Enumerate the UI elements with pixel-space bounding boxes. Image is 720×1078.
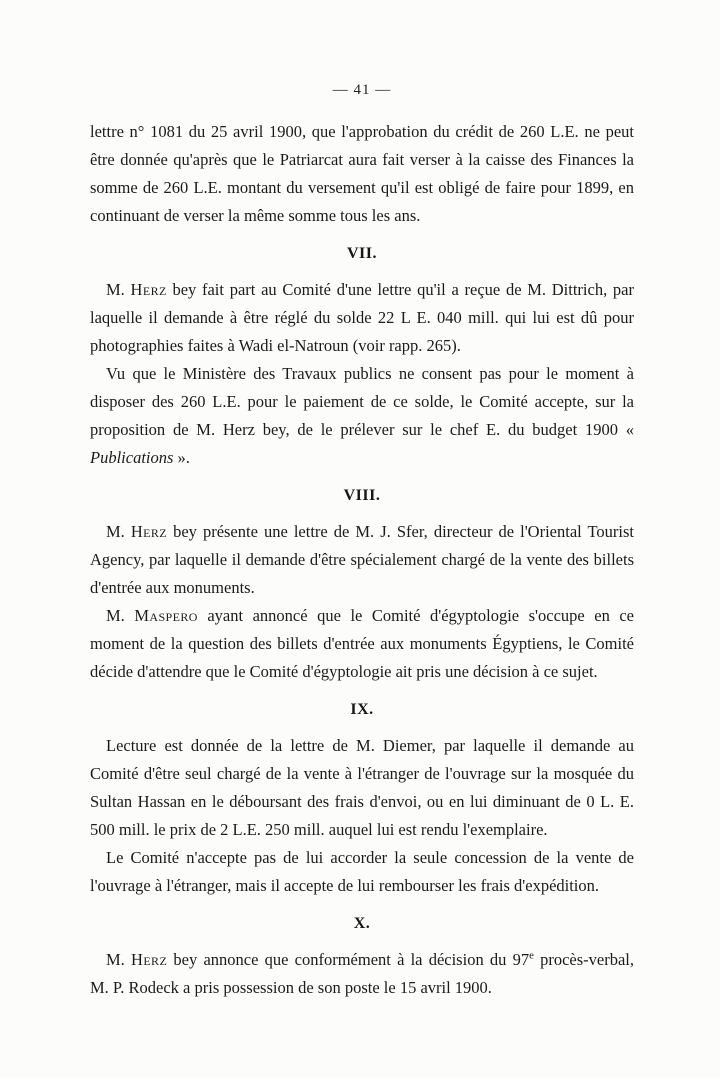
ordinal-superscript: e xyxy=(529,949,534,962)
text-run: M. xyxy=(106,606,135,625)
person-name-maspero: Maspero xyxy=(134,606,198,625)
section-heading-ix: IX. xyxy=(350,701,374,718)
text-run: M. xyxy=(106,522,131,541)
italic-term-publications: Publications xyxy=(90,448,174,467)
paragraph-continuation xyxy=(90,118,634,230)
text-run: Lecture est donnée de la lettre de M. Diemer, par laquelle il demande au Comité d'être seul chargé de la vente à l'étranger de l'ouvrage sur la mosquée du Sultan Hassan en le déboursant des frais d'envoi, ou en lui diminuant de 0 L. E. 500 mill. le prix de 2 L.E. 250 mill. auquel lui est rendu l'exemplaire. xyxy=(90,736,634,839)
paragraph xyxy=(90,946,634,1002)
paragraph xyxy=(90,360,634,472)
section-heading-viii: VIII. xyxy=(343,487,381,504)
page-number: — 41 — xyxy=(332,82,392,98)
text-run: bey annonce que conformément à la décision du 97 xyxy=(167,950,530,969)
text-run: bey présente une lettre de M. J. Sfer, directeur de l'Oriental Tourist Agency, par laquelle il demande d'être spécialement chargé de la vente des billets d'entrée aux monuments. xyxy=(90,522,634,597)
text-run: Vu que le Ministère des Travaux publics ne consent pas pour le moment à disposer des 260 L.E. pour le paiement de ce solde, le Comité accepte, sur la proposition de M. Herz bey, de le prélever sur le chef E. du budget 1900 « xyxy=(90,364,634,439)
text-run: procès-verbal, M. P. Rodeck a pris possession de son poste le 15 avril 1900. xyxy=(90,950,634,997)
text-run: M. xyxy=(106,280,131,299)
paragraph xyxy=(90,732,634,844)
person-name-herz: Herz xyxy=(130,522,168,541)
text-run: bey fait part au Comité d'une lettre qu'il a reçue de M. Dittrich, par laquelle il demande à être réglé du solde 22 L E. 040 mill. qui lui est dû pour photographies faites à Wadi el-Natroun (voir rapp. 265). xyxy=(90,280,635,355)
section-heading-vii: VII. xyxy=(346,245,377,262)
text-run: lettre n° 1081 du 25 avril 1900, que l'approbation du crédit de 260 L.E. ne peut être donnée qu'après que le Patriarcat aura fait verser à la caisse des Finances la somme de 260 L.E. montant du versement qu'il est obligé de faire pour 1899, en continuant de verser la même somme tous les ans. xyxy=(90,122,634,225)
section-heading-x: X. xyxy=(353,915,371,932)
paragraph xyxy=(90,844,634,900)
person-name-herz: Herz xyxy=(130,280,167,299)
paragraph xyxy=(90,276,634,360)
paragraph xyxy=(90,602,634,686)
paragraph xyxy=(90,518,634,602)
text-run: M. xyxy=(106,950,132,969)
person-name-herz: Herz xyxy=(131,950,168,969)
text-run: ». xyxy=(173,448,190,467)
text-run: ayant annoncé que le Comité d'égyptologie s'occupe en ce moment de la question des billets d'entrée aux monuments Égyptiens, le Comité décide d'attendre que le Comité d'égyptologie ait pris une décision à ce sujet. xyxy=(90,606,634,681)
text-run: Le Comité n'accepte pas de lui accorder la seule concession de la vente de l'ouvrage à l'étranger, mais il accepte de lui rembourser les frais d'expédition. xyxy=(90,848,634,895)
